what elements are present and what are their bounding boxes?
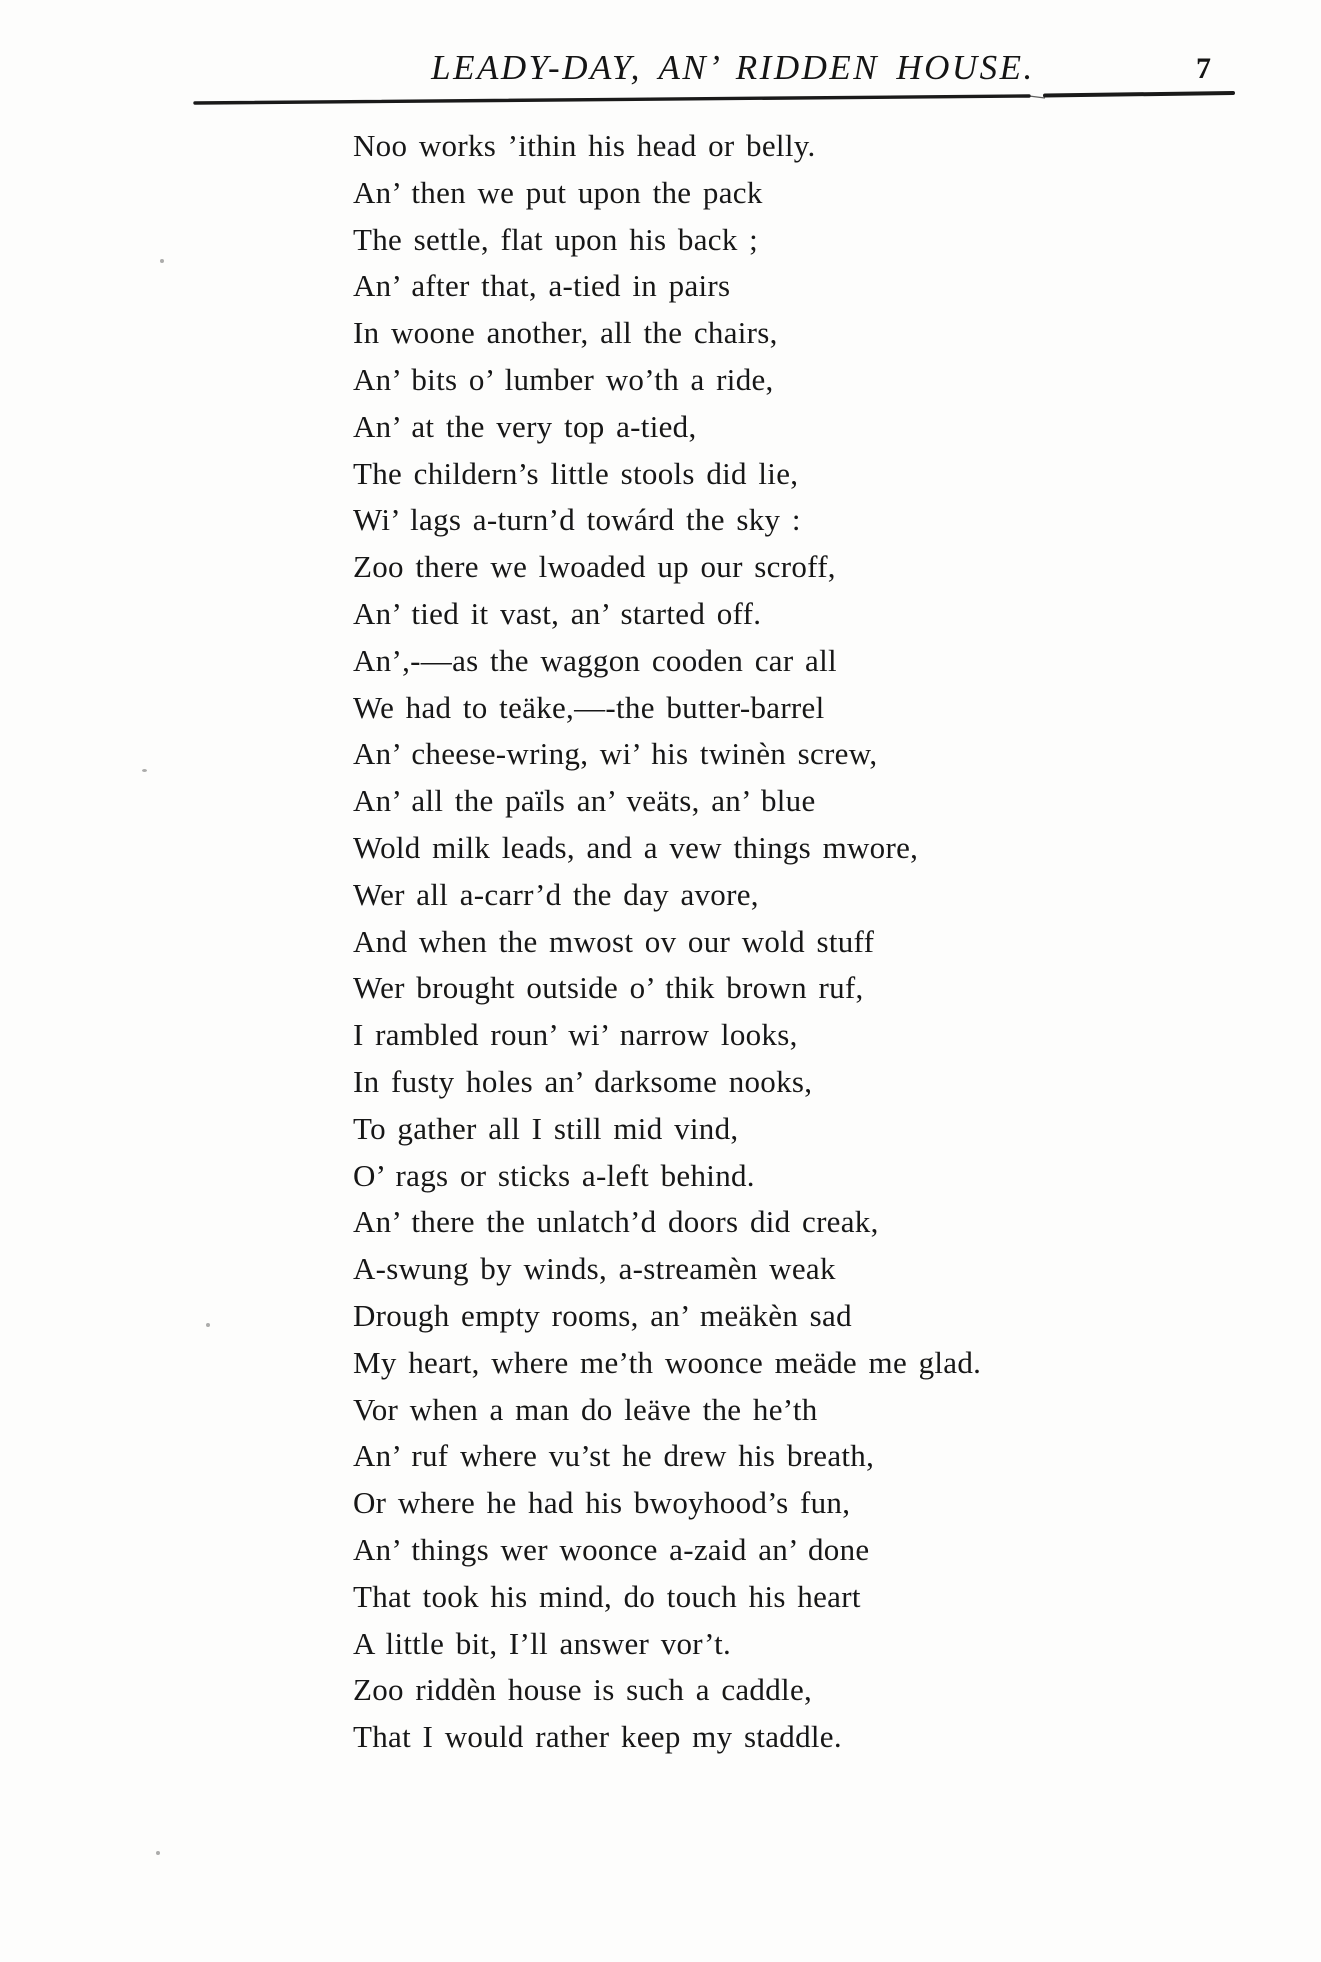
poem-line: A-swung by winds, a-streamèn weak [353,1251,836,1287]
poem-line: A little bit, I’ll answer vor’t. [353,1625,732,1661]
poem-line: The childern’s little stools did lie, [353,455,799,491]
header-rule [193,86,1241,110]
poem-line: O’ rags or sticks a-left behind. [353,1157,755,1193]
poem-line: That I would rather keep my staddle. [353,1719,842,1755]
poem-line: An’ all the païls an’ veäts, an’ blue [353,783,816,819]
poem-line: I rambled roun’ wi’ narrow looks, [353,1017,798,1053]
poem [353,123,1213,1761]
poem-line: We had to teäke,—-the butter-barrel [353,689,825,725]
poem-line: Zoo there we lwoaded up our scroff, [353,549,836,585]
poem-line: And when the mwost ov our wold stuff [353,923,875,959]
poem-line: An’ things wer woonce a-zaid an’ done [353,1531,870,1567]
poem-line: An’ cheese-wring, wi’ his twinèn screw, [353,736,878,772]
poem-line: An’ after that, a-tied in pairs [353,268,731,304]
poem-line: Wold milk leads, and a vew things mwore, [353,829,919,865]
poem-line: An’ there the unlatch’d doors did creak, [353,1204,879,1240]
poem-line: Or where he had his bwoyhood’s fun, [353,1485,851,1521]
poem-line: Zoo riddèn house is such a caddle, [353,1672,813,1708]
scan-speck [142,769,147,772]
poem-line: In fusty holes an’ darksome nooks, [353,1063,813,1099]
poem-line: Noo works ’ithin his head or belly. [353,128,816,163]
poem-line: To gather all I still mid vind, [353,1110,739,1146]
poem-line: An’ ruf where vu’st he drew his breath, [353,1438,875,1474]
poem-line: An’,-—as the waggon cooden car all [353,642,837,678]
poem-line: Wer all a-carr’d the day avore, [353,876,759,912]
poem-line: My heart, where me’th woonce meäde me glad. [353,1344,982,1380]
poem-line: Wi’ lags a-turn’d towárd the sky : [353,502,801,538]
poem-line: That took his mind, do touch his heart [353,1578,861,1614]
poem-line: An’ tied it vast, an’ started off. [353,595,762,631]
poem-line: Vor when a man do leäve the he’th [353,1391,818,1427]
poem-line: An’ then we put upon the pack [353,174,763,210]
page-number: 7 [1196,52,1211,85]
poem-line: The settle, flat upon his back ; [353,221,759,257]
poem-line: Drough empty rooms, an’ meäkèn sad [353,1297,852,1333]
scan-speck [160,259,164,263]
scan-speck [156,1851,160,1855]
poem-line: In woone another, all the chairs, [353,315,778,351]
poem-line: Wer brought outside o’ thik brown ruf, [353,970,864,1006]
scan-speck [206,1323,210,1327]
page-title: LEADY-DAY, AN’ RIDDEN HOUSE. [431,48,1035,87]
poem-line: An’ bits o’ lumber wo’th a ride, [353,361,774,397]
poem-line: An’ at the very top a-tied, [353,408,697,444]
